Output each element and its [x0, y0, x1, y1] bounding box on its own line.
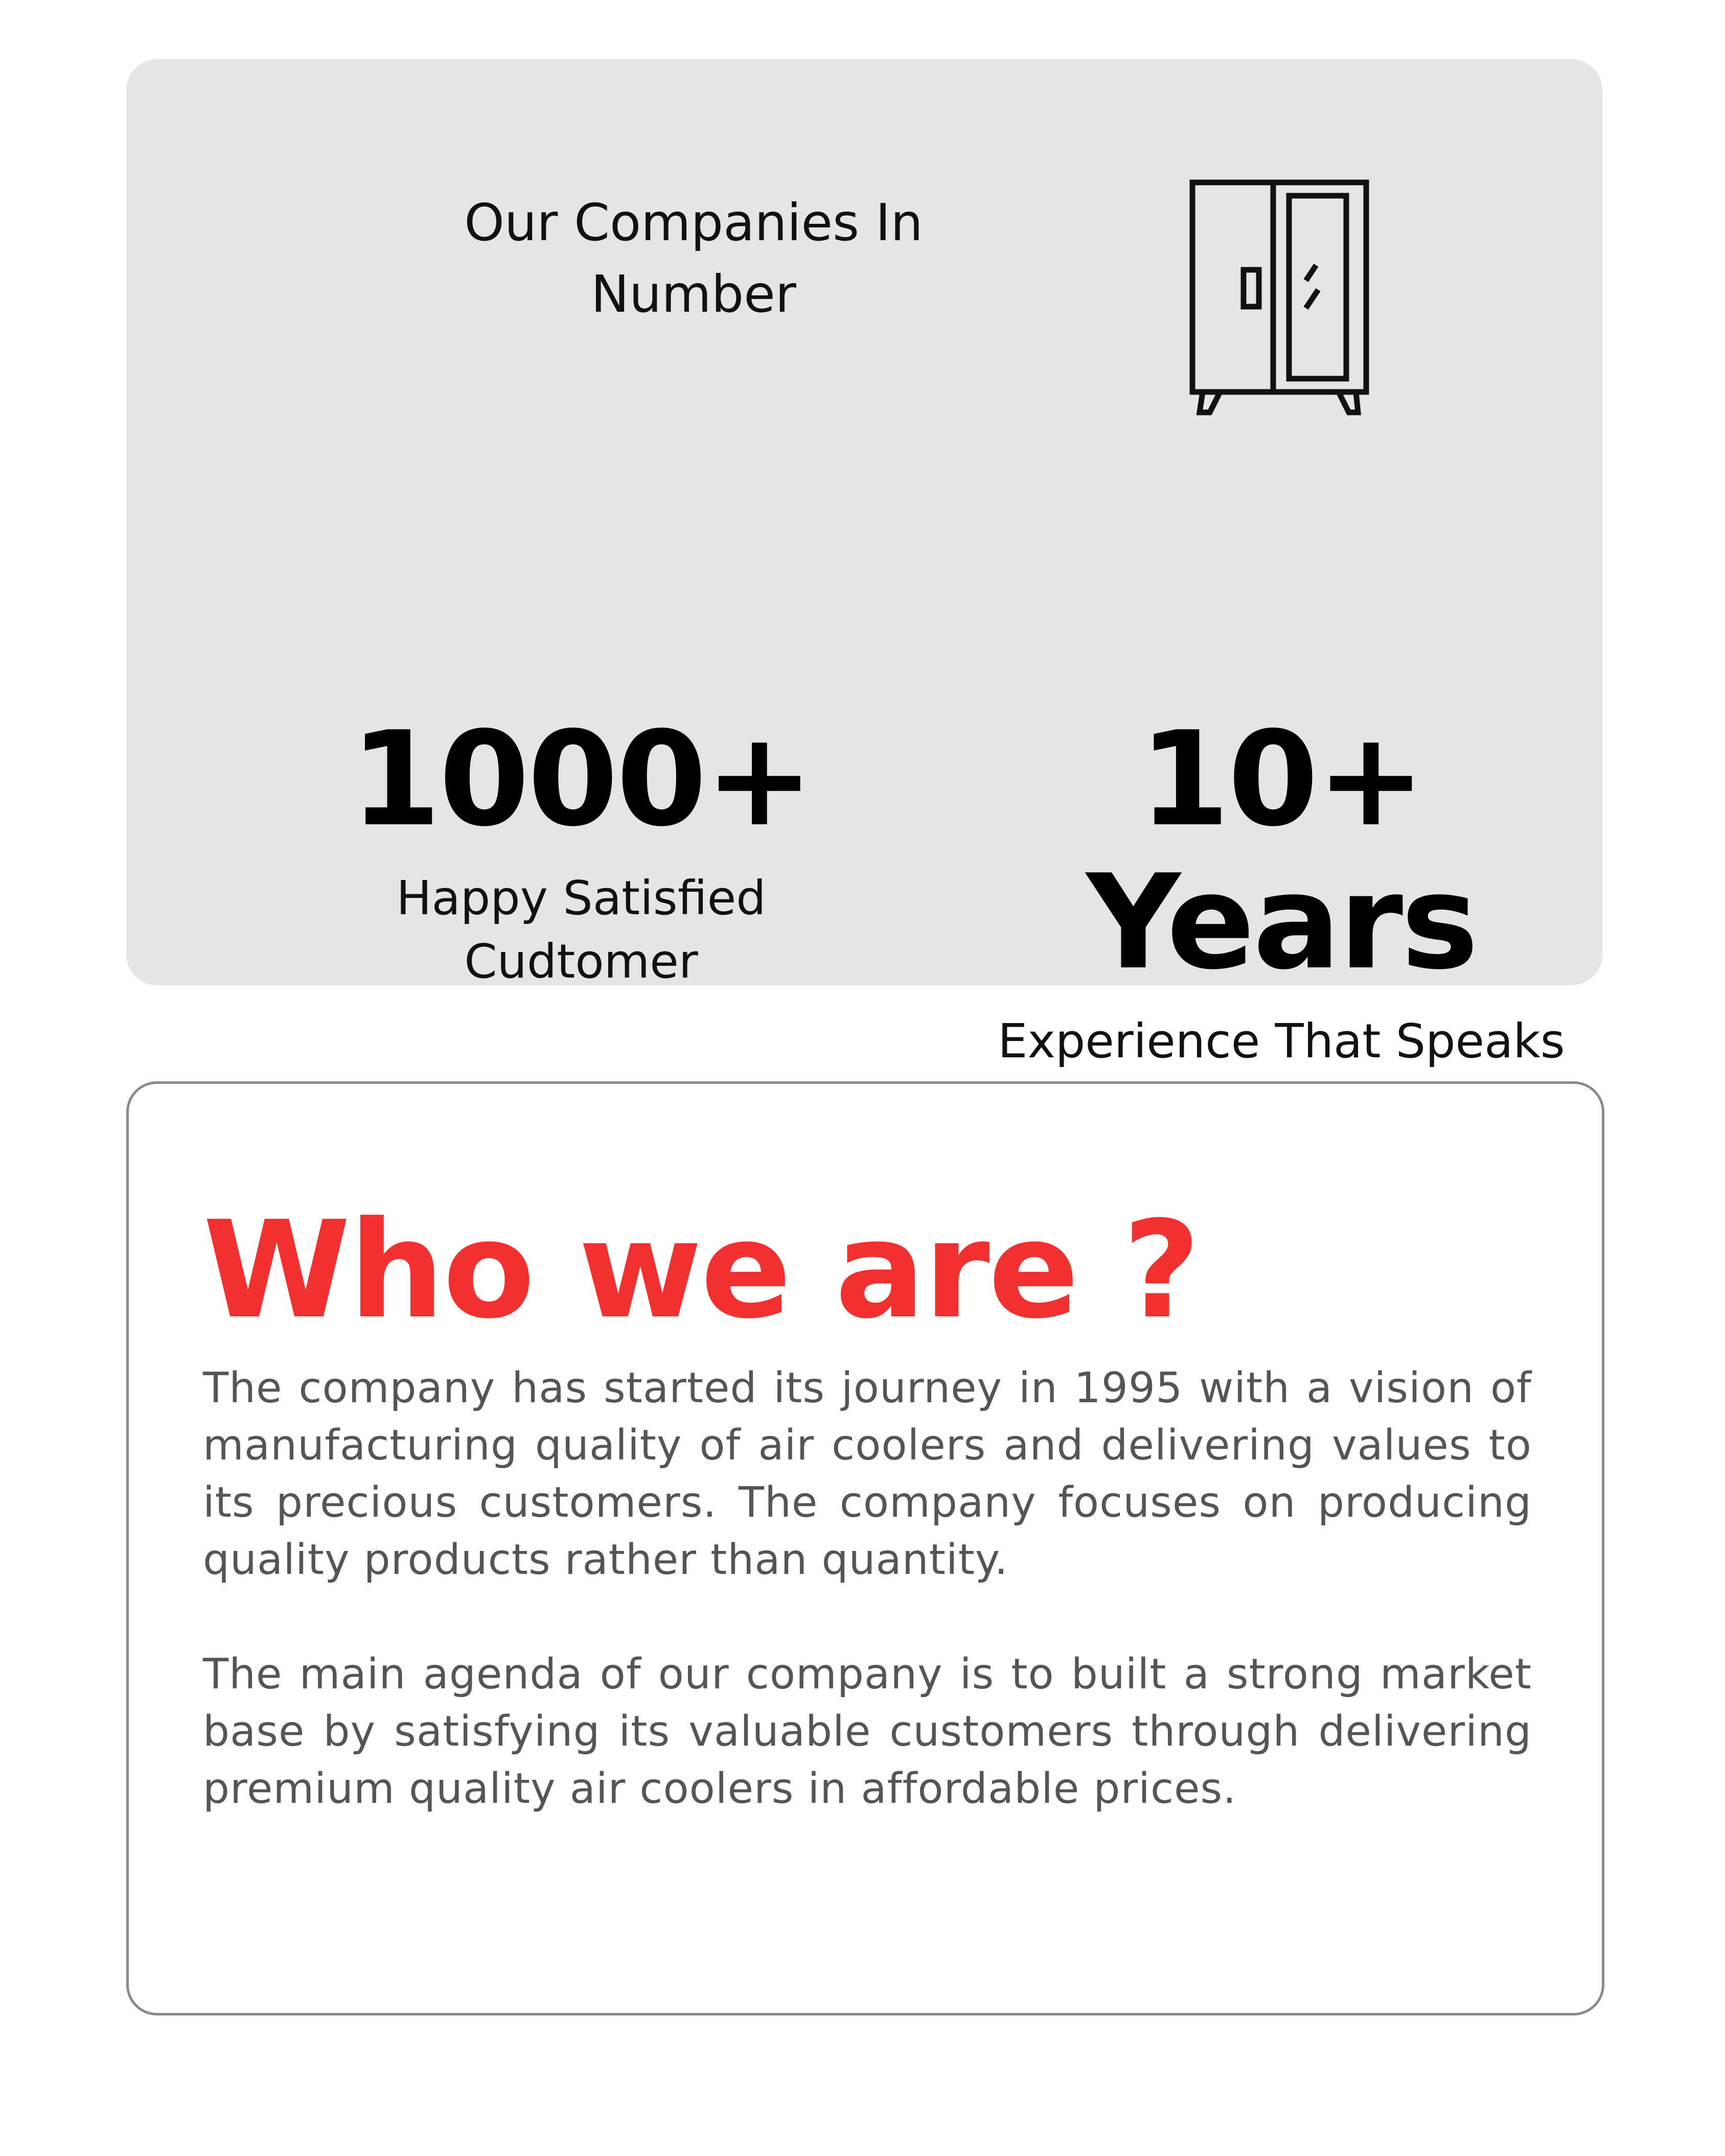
about-card	[126, 1081, 1604, 2015]
about-paragraph: The main agenda of our company is to built a strong market base by satisfying its valuable customers through delivering premium quality air coolers in affordable prices.	[203, 1650, 1532, 1813]
stat-label: Happy Satisfied Cudtomer	[396, 871, 766, 989]
stat-value: 1000+	[350, 704, 812, 855]
about-body	[203, 1360, 1532, 1875]
about-paragraph: The company has started its journey in 1995 with a vision of manufacturing quality of air coolers and delivering values to its precious customers. The company focuses on producing quality products rather than quantity.	[203, 1364, 1532, 1584]
stat-label: Experience That Speaks	[998, 1014, 1565, 1069]
stat-years-experience	[934, 704, 1629, 1073]
stats-card	[126, 59, 1602, 1069]
refrigerator-icon	[1189, 179, 1373, 425]
stat-value: 10+ Years	[1086, 704, 1477, 999]
about-title: Who we are ?	[203, 1192, 1199, 1348]
stat-happy-customers	[326, 704, 837, 993]
stats-heading: Our Companies In Number	[464, 193, 923, 324]
